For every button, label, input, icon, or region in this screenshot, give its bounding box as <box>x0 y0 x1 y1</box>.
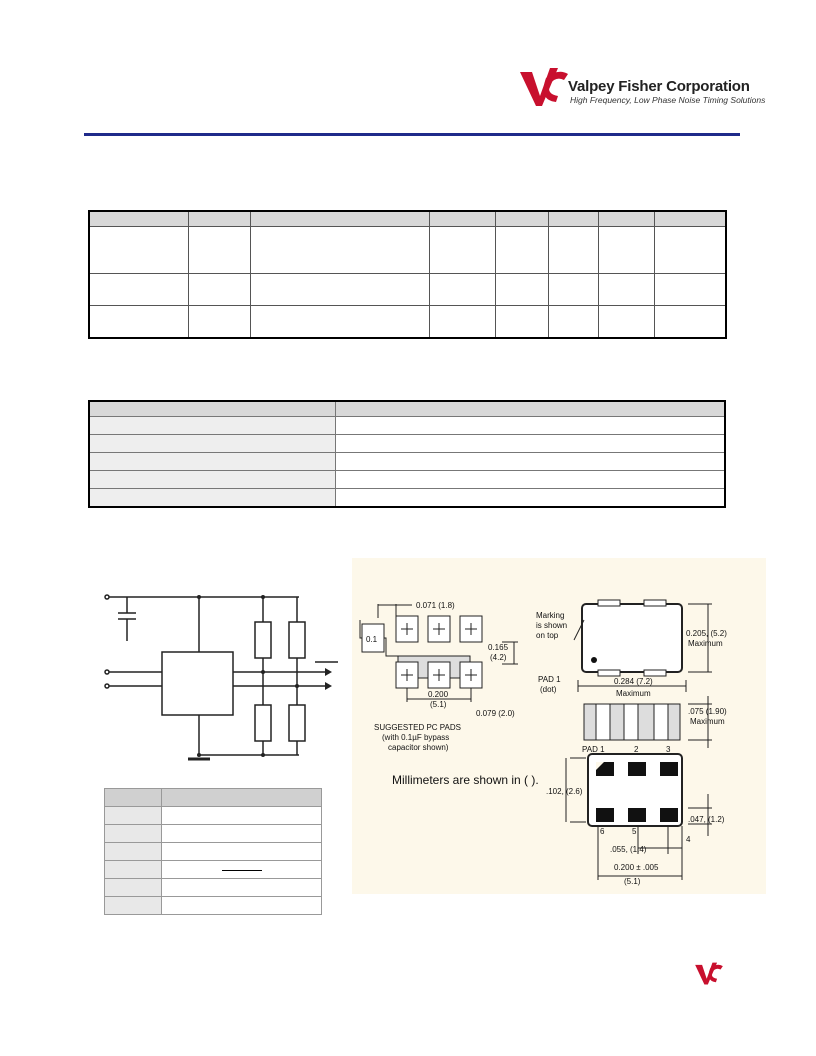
pad-dim-165-mm: (4.2) <box>490 653 507 662</box>
pad-dim-071: 0.071 (1.8) <box>416 601 455 610</box>
dim-047: .047, (1.2) <box>688 815 725 824</box>
pin-5-label: 5 <box>632 827 637 836</box>
pads-caption-3: capacitor shown) <box>388 743 449 752</box>
table-row <box>89 489 725 508</box>
pad-dim-079: 0.079 (2.0) <box>476 709 515 718</box>
table-row <box>89 227 726 274</box>
company-name: Valpey Fisher Corporation <box>568 78 750 95</box>
marking-note-1: Marking <box>536 611 565 620</box>
company-tagline: High Frequency, Low Phase Noise Timing Solutions <box>570 95 766 105</box>
table-row <box>105 807 322 825</box>
pad1-dot-label: PAD 1 <box>538 675 561 684</box>
table-row <box>105 861 322 879</box>
length-max: Maximum <box>616 689 651 698</box>
table-row <box>89 453 725 471</box>
capacitor-label: 0.1 <box>366 635 378 644</box>
pin-4-label: 4 <box>686 835 691 844</box>
pads-caption-2: (with 0.1µF bypass <box>382 733 450 742</box>
company-logo <box>518 64 570 108</box>
table-row <box>105 843 322 861</box>
width-max: Maximum <box>688 639 723 648</box>
pad-dim-200: 0.200 <box>428 690 449 699</box>
table-row <box>89 435 725 453</box>
header-divider <box>84 133 740 136</box>
pin-pad1-label: PAD 1 <box>582 745 605 754</box>
length-dim: 0.284 (7.2) <box>614 677 653 686</box>
height-dim: .075 (1.90) <box>688 707 727 716</box>
pad-dim-200-mm: (5.1) <box>430 700 447 709</box>
table-header-row <box>89 211 726 227</box>
dot-label: (dot) <box>540 685 557 694</box>
ratings-table <box>88 400 726 508</box>
marking-note-2: is shown <box>536 621 568 630</box>
pin-function-table <box>104 788 322 915</box>
footer-logo <box>694 960 724 986</box>
table-row <box>89 274 726 306</box>
overline-mark <box>222 870 262 871</box>
table-row <box>105 879 322 897</box>
millimeters-note: Millimeters are shown in ( ). <box>392 773 539 787</box>
width-dim: 0.205, (5.2) <box>686 629 727 638</box>
package-drawing-panel <box>352 558 766 894</box>
specifications-table <box>88 210 727 339</box>
dim-200: 0.200 ± .005 <box>614 863 659 872</box>
package-drawing <box>352 558 766 894</box>
pin-3-label: 3 <box>666 745 671 754</box>
circuit-schematic <box>100 585 340 770</box>
dim-200-mm: (5.1) <box>624 877 641 886</box>
dim-102: .102, (2.6) <box>546 787 583 796</box>
marking-note-3: on top <box>536 631 559 640</box>
table-header-row <box>105 789 322 807</box>
table-row <box>89 417 725 435</box>
table-header-row <box>89 401 725 417</box>
pin-2-label: 2 <box>634 745 639 754</box>
dim-055: .055, (1.4) <box>610 845 647 854</box>
table-row <box>105 897 322 915</box>
pin-6-label: 6 <box>600 827 605 836</box>
table-row <box>105 825 322 843</box>
table-row <box>89 306 726 338</box>
pad-dim-165: 0.165 <box>488 643 509 652</box>
pads-caption: SUGGESTED PC PADS <box>374 723 461 732</box>
table-row <box>89 471 725 489</box>
height-max: Maximum <box>690 717 725 726</box>
